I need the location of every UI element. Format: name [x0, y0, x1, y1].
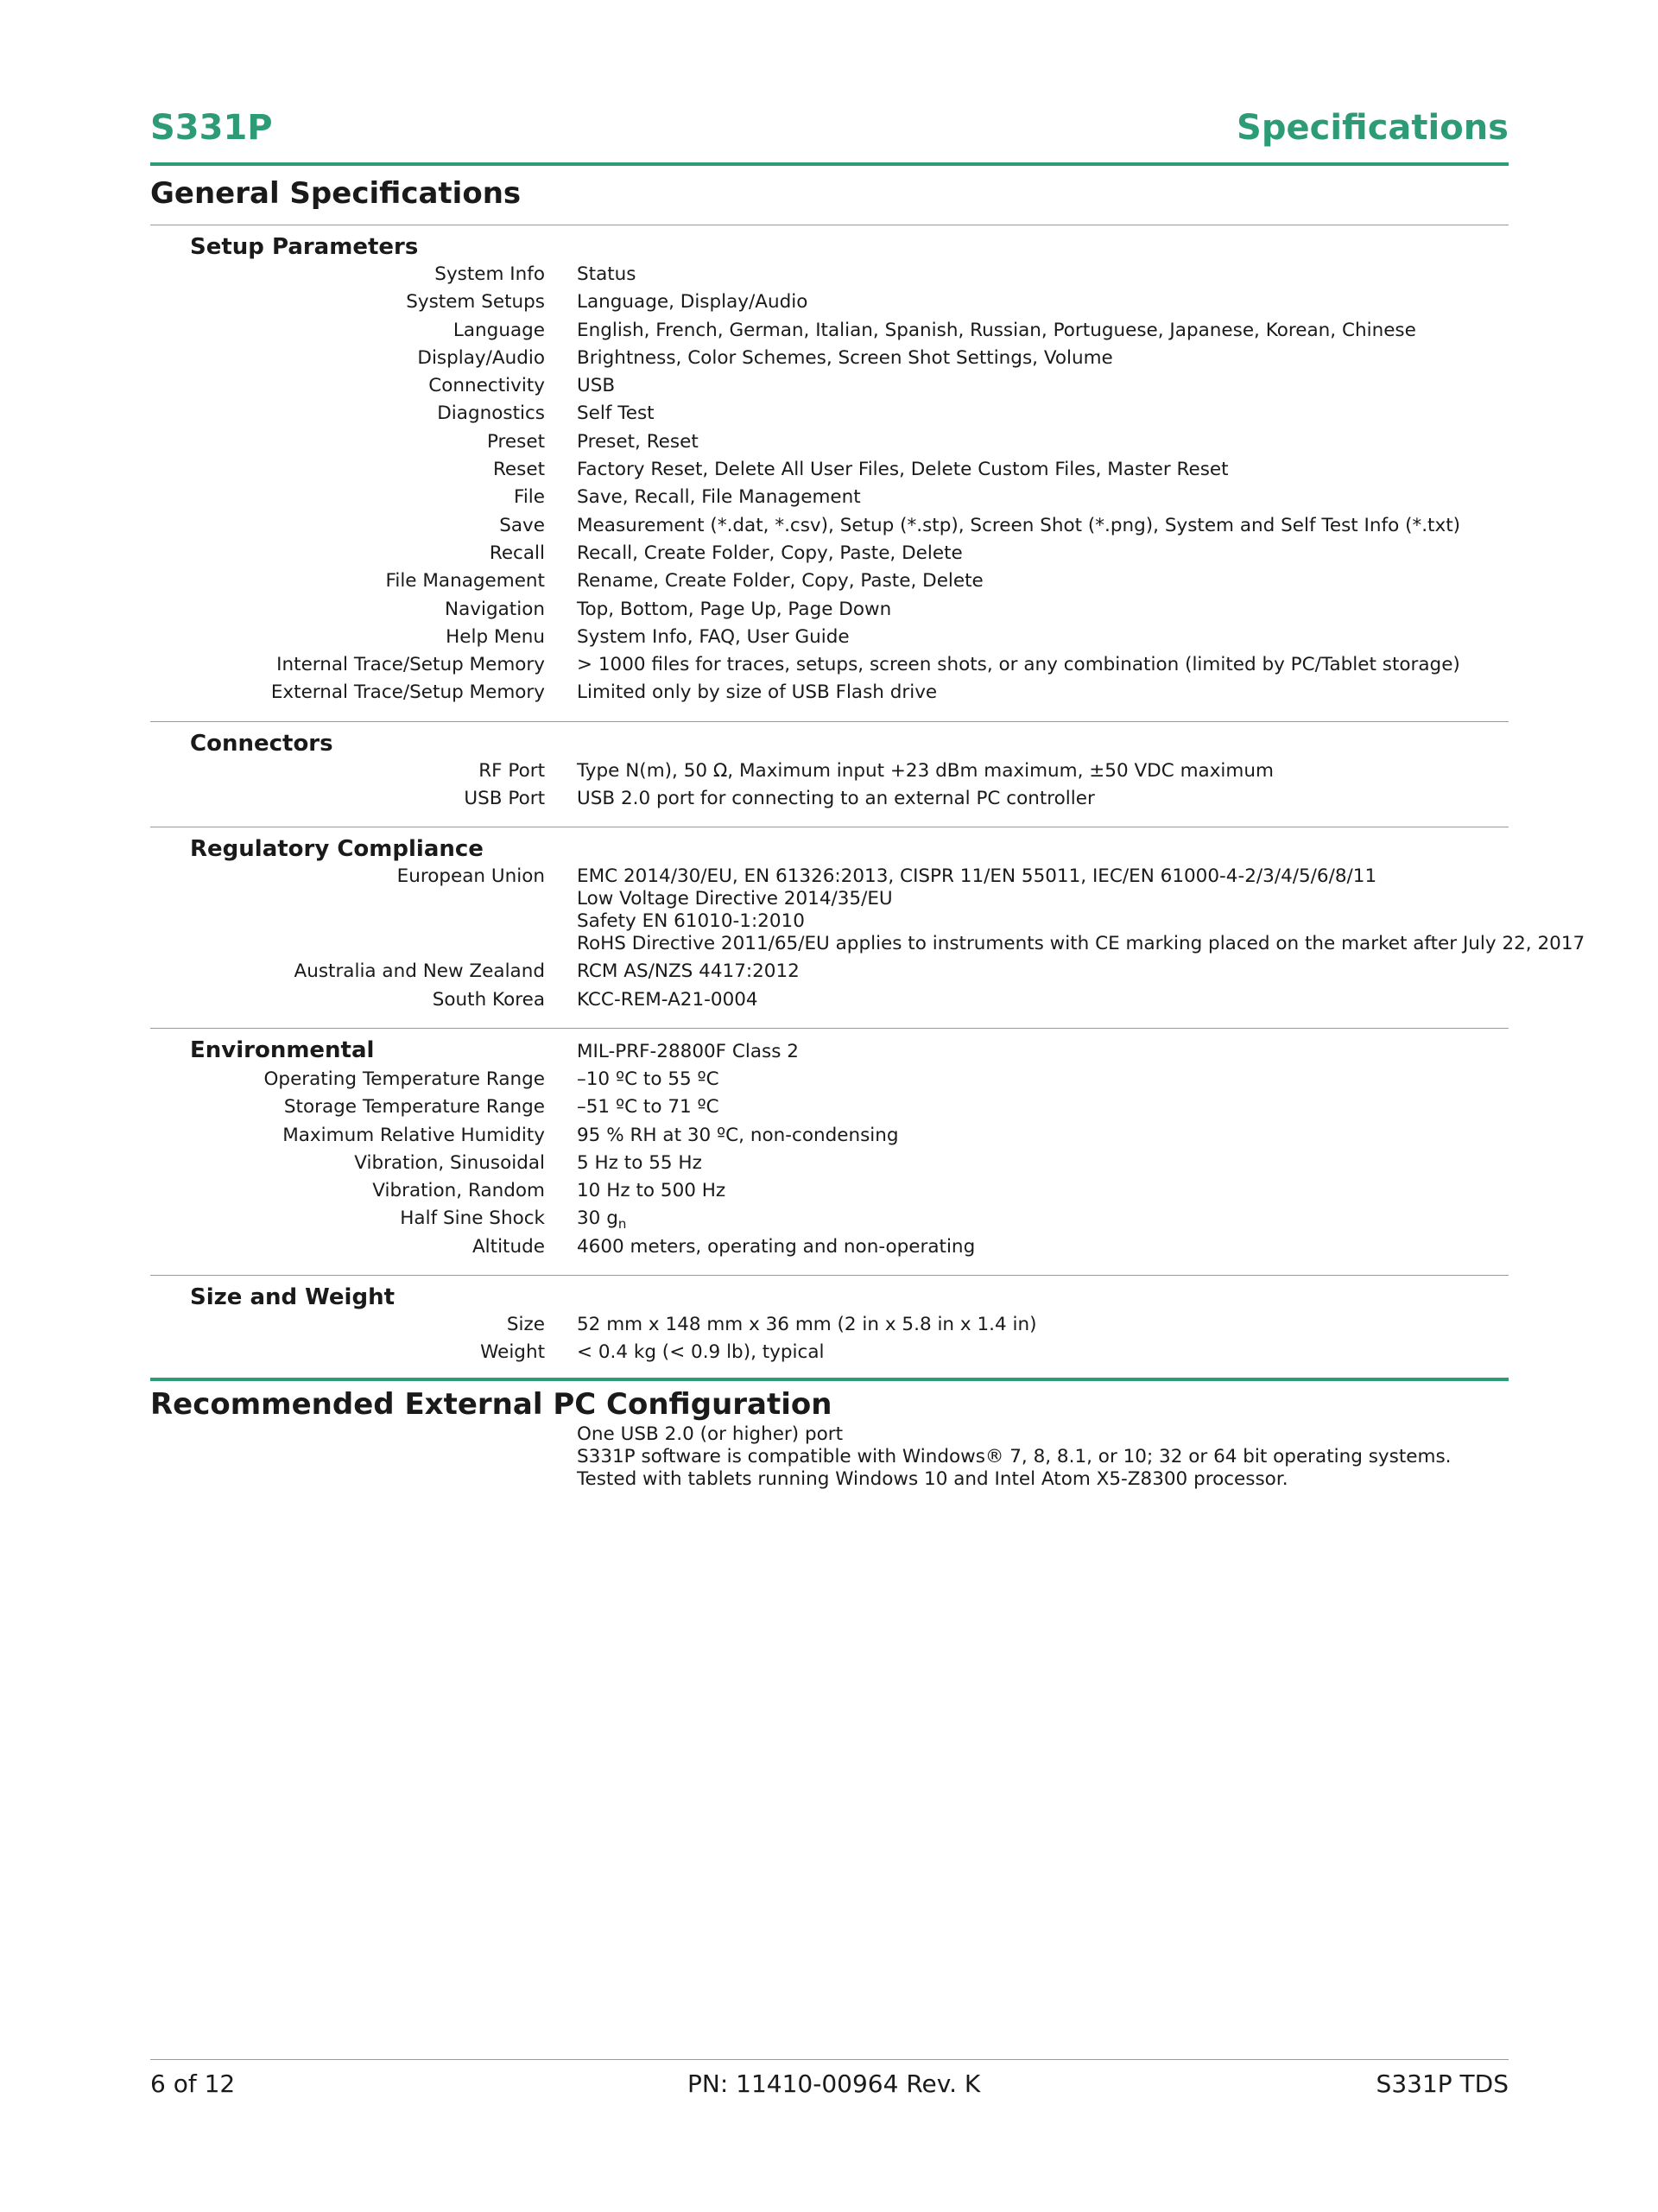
page-header	[150, 105, 1509, 166]
section-connectors	[150, 721, 1509, 827]
spec-value	[545, 1205, 626, 1233]
spec-row	[150, 624, 1509, 651]
spec-row	[150, 1150, 1509, 1177]
spec-row	[150, 1339, 1509, 1366]
spec-value: Top, Bottom, Page Up, Page Down	[577, 598, 892, 620]
spec-value: Type N(m), 50 Ω, Maximum input +23 dBm maximum, ±50 VDC maximum	[577, 759, 1274, 782]
spec-value-line: Low Voltage Directive 2014/35/EU	[577, 888, 893, 910]
shock-subscript: n	[617, 1216, 627, 1233]
spec-value: MIL-PRF-28800F Class 2	[577, 1040, 799, 1062]
pc-configuration-title: Recommended External PC Configuration	[150, 1387, 832, 1422]
spec-label: USB Port	[464, 788, 545, 810]
spec-row	[150, 400, 1509, 428]
spec-row	[150, 757, 1509, 785]
spec-value: Rename, Create Folder, Copy, Paste, Delete	[577, 570, 984, 593]
spec-label: Storage Temperature Range	[283, 1096, 545, 1119]
spec-value: –51 ºC to 71 ºC	[577, 1096, 719, 1119]
pc-config-line: S331P software is compatible with Windows® 7, 8, 8.1, or 10; 32 or 64 bit operating systems.	[577, 1446, 1452, 1467]
spec-value: Measurement (*.dat, *.csv), Setup (*.stp), Screen Shot (*.png), System and Self Test Info (*.txt)	[577, 514, 1461, 536]
spec-value: Status	[577, 263, 636, 285]
spec-page	[150, 0, 1585, 2212]
spec-label: European Union	[396, 865, 545, 888]
spec-value: KCC-REM-A21-0004	[577, 988, 758, 1011]
spec-label: Altitude	[471, 1235, 545, 1258]
spec-label: System Setups	[406, 291, 545, 314]
spec-label: Diagnostics	[437, 402, 545, 425]
spec-label: System Info	[434, 263, 545, 285]
spec-label: Weight	[480, 1341, 545, 1364]
spec-label: Navigation	[445, 598, 545, 620]
spec-row	[150, 428, 1509, 456]
spec-value: 5 Hz to 55 Hz	[577, 1151, 702, 1174]
spec-row	[150, 317, 1509, 345]
section-environmental	[150, 1028, 1509, 1275]
spec-value: 95 % RH at 30 ºC, non-condensing	[577, 1124, 899, 1146]
spec-value: Save, Recall, File Management	[577, 486, 861, 509]
spec-label: Reset	[492, 459, 545, 481]
spec-value: USB 2.0 port for connecting to an external PC controller	[577, 788, 1095, 810]
spec-label: File	[514, 486, 545, 509]
section-size-and-weight	[150, 1275, 1509, 1381]
spec-row	[150, 1177, 1509, 1205]
spec-value: 4600 meters, operating and non-operating	[577, 1235, 976, 1258]
spec-row	[150, 1122, 1509, 1150]
section-title: Regulatory Compliance	[190, 836, 484, 863]
page-footer	[150, 2059, 1509, 2103]
section-title: Setup Parameters	[190, 234, 419, 260]
spec-label: Display/Audio	[417, 346, 545, 369]
spec-label: Preset	[486, 430, 545, 453]
spec-row	[150, 372, 1509, 400]
spec-label: External Trace/Setup Memory	[270, 681, 545, 704]
spec-value: Brightness, Color Schemes, Screen Shot Settings, Volume	[577, 346, 1113, 369]
spec-value: Recall, Create Folder, Copy, Paste, Delete	[577, 542, 963, 564]
spec-row	[150, 484, 1509, 511]
spec-label: Save	[499, 514, 545, 536]
spec-row	[150, 679, 1509, 707]
spec-value: 10 Hz to 500 Hz	[577, 1180, 726, 1202]
spec-value: Limited only by size of USB Flash drive	[577, 681, 938, 704]
section-regulatory-compliance	[150, 827, 1585, 1028]
section-title: Size and Weight	[190, 1284, 396, 1311]
page-number: 6 of 12	[150, 2069, 236, 2098]
section-title: Connectors	[190, 730, 333, 757]
spec-value-multiline	[545, 863, 1585, 958]
document-name: S331P TDS	[1376, 2069, 1509, 2098]
spec-label: Recall	[489, 542, 545, 564]
spec-row	[150, 567, 1509, 595]
spec-value-line: RoHS Directive 2011/65/EU applies to instruments with CE marking placed on the market after July 22, 2017	[577, 933, 1585, 955]
spec-row	[150, 1233, 1509, 1261]
pc-configuration-list	[577, 1423, 1451, 1491]
spec-value: English, French, German, Italian, Spanish, Russian, Portuguese, Japanese, Korean, Chinese	[577, 319, 1416, 341]
spec-label: Australia and New Zealand	[294, 960, 545, 983]
spec-label: Help Menu	[446, 625, 545, 648]
spec-value-line: Safety EN 61010-1:2010	[577, 910, 805, 933]
spec-row	[150, 958, 1509, 986]
spec-label: Internal Trace/Setup Memory	[276, 654, 545, 676]
spec-value: Factory Reset, Delete All User Files, Delete Custom Files, Master Reset	[577, 459, 1229, 481]
spec-value: Preset, Reset	[577, 430, 699, 453]
product-name: S331P	[150, 108, 273, 148]
spec-label: Maximum Relative Humidity	[282, 1124, 545, 1146]
spec-label: Vibration, Sinusoidal	[354, 1151, 545, 1174]
general-specifications-title: General Specifications	[150, 176, 522, 211]
spec-value: < 0.4 kg (< 0.9 lb), typical	[577, 1341, 825, 1364]
spec-value: System Info, FAQ, User Guide	[577, 625, 850, 648]
spec-row	[150, 785, 1509, 813]
spec-label: Language	[452, 319, 545, 341]
spec-label: File Management	[385, 570, 545, 593]
spec-value-line: EMC 2014/30/EU, EN 61326:2013, CISPR 11/EN 55011, IEC/EN 61000-4-2/3/4/5/6/8/11	[577, 865, 1377, 888]
spec-row	[150, 512, 1509, 540]
pc-config-line: One USB 2.0 (or higher) port	[577, 1423, 844, 1445]
spec-row	[150, 261, 1509, 288]
spec-label: Half Sine Shock	[400, 1207, 545, 1230]
spec-label: South Korea	[432, 988, 545, 1011]
spec-row	[150, 1311, 1509, 1339]
section-title: Environmental	[190, 1036, 375, 1063]
section-title-row	[150, 1036, 1509, 1066]
spec-label: RF Port	[478, 759, 545, 782]
spec-row	[150, 1205, 1509, 1233]
spec-value: USB	[577, 375, 616, 397]
section-setup-parameters	[150, 225, 1509, 721]
spec-row	[150, 288, 1509, 316]
spec-row	[150, 1066, 1509, 1093]
spec-value: RCM AS/NZS 4417:2012	[577, 960, 800, 983]
spec-value: Language, Display/Audio	[577, 291, 808, 314]
spec-row	[150, 1093, 1509, 1121]
spec-row	[150, 456, 1509, 484]
spec-row	[150, 540, 1509, 567]
spec-value: –10 ºC to 55 ºC	[577, 1068, 719, 1090]
section-name: Specifications	[1237, 108, 1509, 148]
spec-label: Size	[506, 1314, 545, 1336]
spec-sections	[150, 225, 1585, 1381]
spec-row	[150, 596, 1509, 624]
spec-row	[150, 345, 1509, 372]
pc-config-line: Tested with tablets running Windows 10 and Intel Atom X5-Z8300 processor.	[577, 1468, 1288, 1490]
spec-label: Connectivity	[428, 375, 545, 397]
part-number: PN: 11410-00964 Rev. K	[687, 2069, 981, 2098]
spec-label: Operating Temperature Range	[263, 1068, 545, 1090]
spec-value: 52 mm x 148 mm x 36 mm (2 in x 5.8 in x 1.4 in)	[577, 1314, 1037, 1336]
spec-row	[150, 863, 1585, 958]
shock-value: 30 g	[577, 1207, 618, 1230]
spec-value: > 1000 files for traces, setups, screen shots, or any combination (limited by PC/Tablet storage)	[577, 654, 1460, 676]
spec-row	[150, 651, 1509, 679]
spec-row	[150, 986, 1509, 1014]
spec-value: Self Test	[577, 402, 655, 425]
spec-label: Vibration, Random	[372, 1180, 545, 1202]
